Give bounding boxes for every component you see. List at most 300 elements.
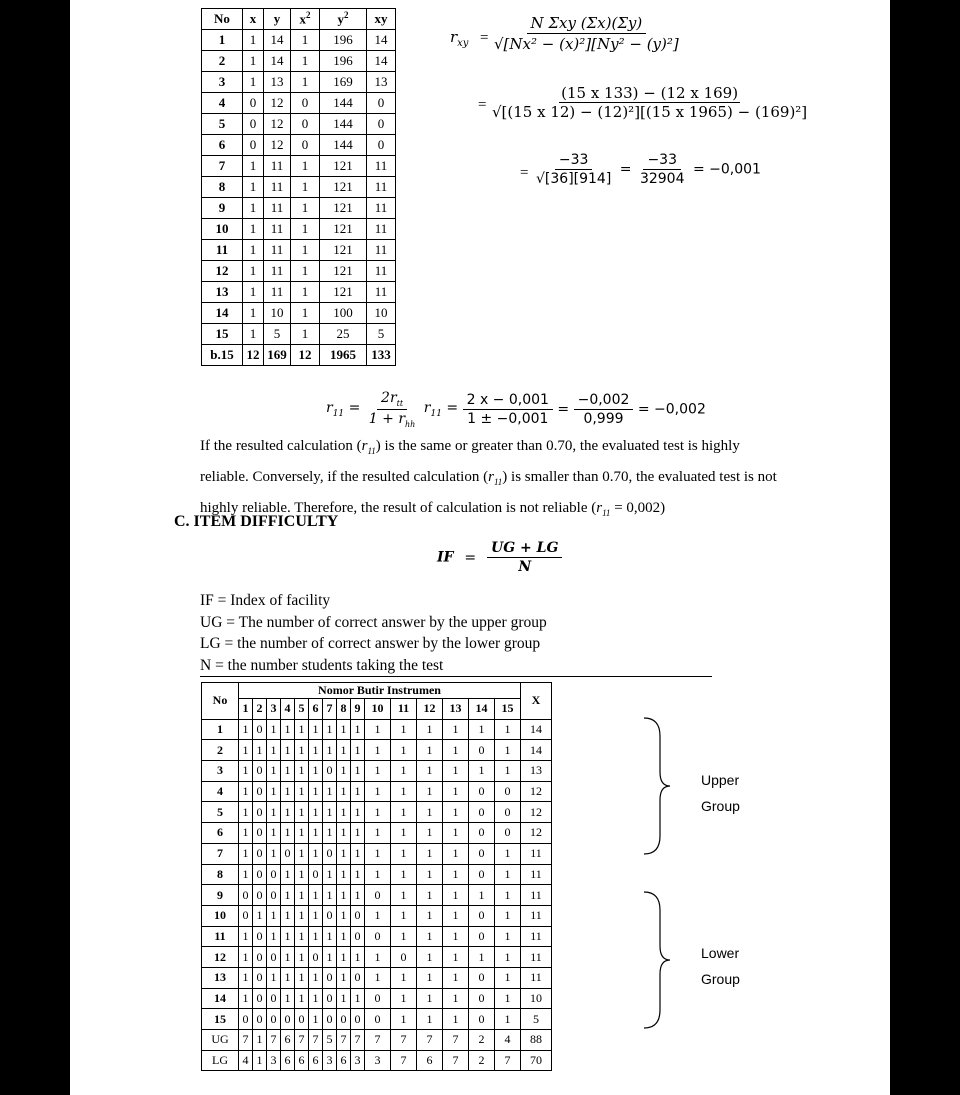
item-score-cell: 1 bbox=[351, 823, 365, 844]
definition-lg: LG = the number of correct answer by the lower group bbox=[200, 635, 541, 652]
item-score-cell: 1 bbox=[337, 761, 351, 782]
item-score-cell: 1 bbox=[323, 719, 337, 740]
table-cell: 1 bbox=[291, 282, 320, 303]
item-score-cell: 1 bbox=[281, 864, 295, 885]
table-row bbox=[202, 823, 552, 844]
lower-group-brace bbox=[642, 890, 672, 1030]
item-score-cell: 0 bbox=[495, 823, 521, 844]
table-cell: 13 bbox=[202, 282, 243, 303]
table-cell: 11 bbox=[264, 177, 291, 198]
item-score-cell: 0 bbox=[495, 802, 521, 823]
item-score-cell: 1 bbox=[239, 823, 253, 844]
table-cell: 11 bbox=[202, 240, 243, 261]
item-score-cell: 1 bbox=[417, 761, 443, 782]
table-cell: 14 bbox=[264, 51, 291, 72]
definition-if: IF = Index of facility bbox=[200, 592, 331, 609]
item-score-cell: 1 bbox=[281, 719, 295, 740]
ug-count-cell: 4 bbox=[495, 1030, 521, 1051]
item-score-cell: 1 bbox=[391, 1009, 417, 1030]
table-cell: 1 bbox=[291, 303, 320, 324]
item-score-cell: 1 bbox=[281, 823, 295, 844]
rxy-step2-denominator: √[(15 x 12) − (12)²][(15 x 1965) − (169)²] bbox=[492, 103, 808, 121]
item-score-cell: 1 bbox=[443, 864, 469, 885]
item-score-cell: 1 bbox=[417, 802, 443, 823]
item-score-cell: 1 bbox=[267, 823, 281, 844]
section-heading: C. ITEM DIFFICULTY bbox=[174, 513, 339, 530]
reliability-table-body bbox=[202, 30, 396, 366]
table-cell: 3 bbox=[202, 72, 243, 93]
item-score-cell: 1 bbox=[337, 781, 351, 802]
row-number: 7 bbox=[202, 843, 239, 864]
table-row bbox=[202, 177, 396, 198]
item-score-cell: 0 bbox=[253, 988, 267, 1009]
table-cell: 121 bbox=[320, 282, 367, 303]
row-total-cell: 14 bbox=[521, 740, 552, 761]
rxy-step3-den2: 32904 bbox=[639, 171, 685, 187]
total-cell: 169 bbox=[264, 345, 291, 366]
item-score-cell: 1 bbox=[351, 864, 365, 885]
item-score-cell: 1 bbox=[469, 947, 495, 968]
item-score-cell: 1 bbox=[391, 905, 417, 926]
item-score-cell: 0 bbox=[337, 1009, 351, 1030]
item-score-cell: 1 bbox=[417, 843, 443, 864]
item-score-cell: 1 bbox=[351, 988, 365, 1009]
item-score-cell: 1 bbox=[337, 740, 351, 761]
upper-group-label: Upper Group bbox=[701, 772, 740, 814]
item-score-cell: 1 bbox=[443, 885, 469, 906]
row-total-cell: 11 bbox=[521, 885, 552, 906]
item-score-cell: 1 bbox=[351, 719, 365, 740]
table-cell: 121 bbox=[320, 177, 367, 198]
row-number: 5 bbox=[202, 802, 239, 823]
table-cell: 1 bbox=[202, 30, 243, 51]
item-score-cell: 1 bbox=[267, 761, 281, 782]
item-score-cell: 0 bbox=[253, 843, 267, 864]
table-cell: 14 bbox=[202, 303, 243, 324]
total-cell: 133 bbox=[367, 345, 396, 366]
table-row bbox=[202, 761, 552, 782]
item-score-cell: 0 bbox=[253, 802, 267, 823]
item-score-cell: 1 bbox=[323, 947, 337, 968]
table-row bbox=[202, 51, 396, 72]
item-score-cell: 1 bbox=[391, 967, 417, 988]
table-cell: 0 bbox=[291, 93, 320, 114]
table-cell: 1 bbox=[243, 198, 264, 219]
lg-count-cell: 3 bbox=[351, 1050, 365, 1071]
item-score-cell: 0 bbox=[267, 1009, 281, 1030]
item-score-cell: 1 bbox=[469, 761, 495, 782]
item-score-cell: 0 bbox=[469, 864, 495, 885]
table-row bbox=[202, 72, 396, 93]
item-score-cell: 1 bbox=[391, 864, 417, 885]
item-score-cell: 0 bbox=[309, 947, 323, 968]
item-score-cell: 1 bbox=[495, 719, 521, 740]
table-cell: 1 bbox=[243, 51, 264, 72]
table-cell: 1 bbox=[291, 51, 320, 72]
item-score-cell: 1 bbox=[337, 802, 351, 823]
document-page: No x y $x^2$ $y^2$ xy 1 1 14 1 196 14 2 1 14 1 196 14 3 1 13 1 169 13 4 0 12 0 144 0 5 0 12 0 144 0 6 0 12 0 144 0 7 1 11 1 121 11 8 1 11 1 121 11 9 1 11 1 121 11 10 1 11 1 121 11 11 1 11 1 121 11 12 1 11 1 121 11 13 1 11 1 121 11 14 1 10 1 100 10 15 1 5 1 25 5 b.15 12 169 12 1965 133 $r_{xy}$ = $\frac{\text{N Σxy (Σx)(Σy)}}{\text{√[Nx² − (x)²][Ny² − (y)²]}}$ = $\frac{(15 x 133) - (12 x 169)}{\text{√[(15 x 12) − (12)²][(15 x 1965) − (169)²]}}$ = $\frac{-33}{√[36][914]}$ = $\frac{-33}{32904}$ = −0,001 $r_{11}$ = $\frac{2r_{tt}}{1 + r_{hh}}$ $r_{11}$ = $\frac{2 x - 0,001}{1 \pm -0,001}$ = $\frac{-0,002}{0,999}$ = −0,002 If the resulted calculation $(r_{11})$ is the same or greater than 0.70, the evaluated test is highly reliable. Conversely, if the resulted calculation $(r_{11})$ is smaller than 0.70, the evaluated test is not highly reliable. Therefore, the result of calculation is not reliable $(r_{11} = 0,002)$ C. ITEM DIFFICULTY IF = $\frac{UG + LG}{N}$ IF = Index of facility UG = The number of correct answer by the upper group LG = the number of correct answer by the lower group N = the number students taking the test No Nomor Butir Instrumen X 1 2 3 4 5 6 7 8 9 10 11 12 13 14 15 1 1 0 1 1 1 1 1 1 1 1 1 1 1 1 1 14 2 1 1 1 1 1 1 1 1 1 1 1 1 1 0 1 14 3 1 0 1 1 1 1 0 1 1 1 1 1 1 1 1 13 4 1 0 1 1 1 1 1 1 1 1 1 1 1 0 0 12 5 1 0 1 1 1 1 1 1 1 1 1 1 1 0 0 12 6 1 0 1 1 1 1 1 1 1 1 1 1 1 0 0 12 7 1 0 1 0 1 1 0 1 1 1 1 1 1 0 1 11 8 1 0 0 1 1 0 1 1 1 1 1 1 1 0 1 11 9 0 0 0 1 1 1 1 1 1 0 1 1 1 1 1 11 10 0 1 1 1 1 1 0 1 0 1 1 1 1 0 1 11 11 1 0 1 1 1 1 1 1 0 0 1 1 1 0 1 11 12 1 0 0 1 1 0 1 1 1 1 0 1 1 1 1 11 13 1 0 1 1 1 1 0 1 0 1 1 1 1 0 1 11 14 1 0 0 1 1 1 0 1 1 0 1 1 1 0 1 10 15 0 0 0 0 0 1 0 0 0 0 1 1 1 0 1 5 UG 7 1 7 6 7 7 5 7 7 7 7 7 7 2 4 88 LG 4 1 3 6 6 6 3 6 3 3 7 6 7 2 7 70 Upper Group Lower Group bbox=[70, 0, 890, 1095]
item-score-cell: 1 bbox=[417, 823, 443, 844]
item-table-x-header: X bbox=[521, 683, 552, 720]
table-cell: 11 bbox=[264, 282, 291, 303]
item-score-cell: 1 bbox=[443, 823, 469, 844]
table-cell: 144 bbox=[320, 93, 367, 114]
item-score-cell: 0 bbox=[469, 905, 495, 926]
table-row bbox=[202, 135, 396, 156]
table-cell: 0 bbox=[243, 93, 264, 114]
item-score-cell: 1 bbox=[239, 781, 253, 802]
item-score-cell: 1 bbox=[309, 967, 323, 988]
item-score-cell: 1 bbox=[365, 781, 391, 802]
table-row bbox=[202, 219, 396, 240]
item-score-cell: 1 bbox=[443, 719, 469, 740]
item-number-header: 10 bbox=[365, 699, 391, 720]
row-total-cell: 12 bbox=[521, 823, 552, 844]
table-cell: 100 bbox=[320, 303, 367, 324]
row-number: 10 bbox=[202, 905, 239, 926]
table-cell: 10 bbox=[367, 303, 396, 324]
item-score-cell: 0 bbox=[253, 967, 267, 988]
item-score-cell: 1 bbox=[495, 843, 521, 864]
item-score-cell: 1 bbox=[495, 761, 521, 782]
row-total-cell: 12 bbox=[521, 802, 552, 823]
item-score-cell: 0 bbox=[469, 781, 495, 802]
item-score-cell: 1 bbox=[443, 988, 469, 1009]
item-score-cell: 1 bbox=[295, 802, 309, 823]
item-score-cell: 1 bbox=[365, 947, 391, 968]
row-total-cell: 10 bbox=[521, 988, 552, 1009]
lg-count-cell: 7 bbox=[495, 1050, 521, 1071]
item-score-cell: 1 bbox=[495, 1009, 521, 1030]
rxy-numerator: N Σxy (Σx)(Σy) bbox=[527, 14, 647, 34]
table-cell: 5 bbox=[367, 324, 396, 345]
row-number: 1 bbox=[202, 719, 239, 740]
table-cell: 25 bbox=[320, 324, 367, 345]
rxy-lhs: $r_{xy}$ bbox=[450, 28, 469, 49]
item-score-cell: 1 bbox=[295, 864, 309, 885]
item-score-cell: 0 bbox=[281, 1009, 295, 1030]
item-score-cell: 1 bbox=[309, 843, 323, 864]
row-number: 6 bbox=[202, 823, 239, 844]
reliability-paragraph: If the resulted calculation $(r_{11})$ is the same or greater than 0.70, the evaluated test is highly reliable. Conversely, if the resulted calculation $(r_{11})$ is smaller than 0.70, the evaluated test is not highly reliable. Therefore, the result of calculation is not reliable $(r_{11} = 0,002)$ bbox=[200, 438, 777, 518]
table-cell: 5 bbox=[264, 324, 291, 345]
item-score-cell: 0 bbox=[469, 843, 495, 864]
total-row bbox=[202, 345, 396, 366]
table-cell: 1 bbox=[243, 282, 264, 303]
item-score-cell: 1 bbox=[391, 988, 417, 1009]
item-score-cell: 1 bbox=[391, 781, 417, 802]
lg-count-cell: 6 bbox=[309, 1050, 323, 1071]
item-score-cell: 1 bbox=[267, 781, 281, 802]
table-cell: 7 bbox=[202, 156, 243, 177]
row-number: 15 bbox=[202, 1009, 239, 1030]
reliability-col-header: x bbox=[243, 9, 264, 30]
item-score-cell: 0 bbox=[267, 988, 281, 1009]
table-cell: 0 bbox=[367, 135, 396, 156]
item-table-body bbox=[202, 719, 552, 1071]
total-cell: 12 bbox=[291, 345, 320, 366]
item-score-cell: 1 bbox=[443, 781, 469, 802]
item-score-cell: 1 bbox=[365, 843, 391, 864]
item-score-cell: 1 bbox=[295, 719, 309, 740]
table-cell: 144 bbox=[320, 135, 367, 156]
item-score-cell: 0 bbox=[365, 1009, 391, 1030]
lg-count-cell: 6 bbox=[337, 1050, 351, 1071]
item-score-cell: 1 bbox=[295, 823, 309, 844]
table-row bbox=[202, 240, 396, 261]
reliability-col-header: $y^2$ bbox=[320, 9, 367, 30]
item-score-cell: 1 bbox=[391, 802, 417, 823]
upper-group-brace bbox=[642, 716, 672, 856]
table-row bbox=[202, 843, 552, 864]
item-score-cell: 1 bbox=[417, 781, 443, 802]
item-score-cell: 0 bbox=[253, 1009, 267, 1030]
table-cell: 1 bbox=[291, 261, 320, 282]
item-number-header: 11 bbox=[391, 699, 417, 720]
table-cell: 12 bbox=[202, 261, 243, 282]
table-cell: 11 bbox=[367, 219, 396, 240]
table-cell: 1 bbox=[243, 261, 264, 282]
item-score-cell: 0 bbox=[253, 926, 267, 947]
table-row bbox=[202, 30, 396, 51]
ug-count-cell: 7 bbox=[365, 1030, 391, 1051]
item-score-cell: 0 bbox=[239, 885, 253, 906]
item-score-cell: 1 bbox=[281, 988, 295, 1009]
item-score-cell: 1 bbox=[281, 926, 295, 947]
ug-count-cell: 7 bbox=[239, 1030, 253, 1051]
lg-count-cell: 4 bbox=[239, 1050, 253, 1071]
item-score-cell: 0 bbox=[323, 967, 337, 988]
item-score-cell: 1 bbox=[443, 967, 469, 988]
item-score-cell: 1 bbox=[239, 740, 253, 761]
item-score-cell: 1 bbox=[281, 885, 295, 906]
item-number-header: 15 bbox=[495, 699, 521, 720]
item-number-header: 5 bbox=[295, 699, 309, 720]
row-number: 2 bbox=[202, 740, 239, 761]
item-score-cell: 1 bbox=[417, 864, 443, 885]
item-score-cell: 1 bbox=[351, 843, 365, 864]
table-row bbox=[202, 947, 552, 968]
item-number-header: 8 bbox=[337, 699, 351, 720]
table-row bbox=[202, 198, 396, 219]
total-cell: 12 bbox=[243, 345, 264, 366]
item-score-cell: 1 bbox=[391, 740, 417, 761]
item-score-cell: 1 bbox=[267, 905, 281, 926]
item-score-cell: 1 bbox=[417, 885, 443, 906]
table-cell: 11 bbox=[367, 177, 396, 198]
definitions-list bbox=[200, 590, 547, 676]
ug-row bbox=[202, 1030, 552, 1051]
item-score-cell: 1 bbox=[253, 740, 267, 761]
item-score-cell: 1 bbox=[365, 823, 391, 844]
item-score-cell: 1 bbox=[443, 843, 469, 864]
item-score-cell: 1 bbox=[365, 864, 391, 885]
reliability-col-header: $x^2$ bbox=[291, 9, 320, 30]
item-score-cell: 1 bbox=[337, 967, 351, 988]
rxy-step3-den1: √[36][914] bbox=[536, 171, 612, 187]
item-score-cell: 0 bbox=[391, 947, 417, 968]
table-cell: 11 bbox=[367, 198, 396, 219]
table-cell: 0 bbox=[367, 114, 396, 135]
table-cell: 1 bbox=[291, 30, 320, 51]
row-number: 9 bbox=[202, 885, 239, 906]
row-total-cell: 5 bbox=[521, 1009, 552, 1030]
row-total-cell: 11 bbox=[521, 947, 552, 968]
table-row bbox=[202, 926, 552, 947]
item-table-group-header: Nomor Butir Instrumen bbox=[239, 683, 521, 699]
item-number-header: 2 bbox=[253, 699, 267, 720]
rxy-step3-num1: −33 bbox=[555, 152, 593, 170]
lg-count-cell: 6 bbox=[281, 1050, 295, 1071]
item-score-cell: 1 bbox=[337, 823, 351, 844]
item-score-cell: 0 bbox=[351, 905, 365, 926]
item-table-no-header: No bbox=[202, 683, 239, 720]
ug-count-cell: 6 bbox=[281, 1030, 295, 1051]
table-cell: 0 bbox=[291, 135, 320, 156]
table-cell: 0 bbox=[243, 135, 264, 156]
table-cell: 12 bbox=[264, 135, 291, 156]
item-score-cell: 1 bbox=[281, 967, 295, 988]
item-score-cell: 0 bbox=[323, 761, 337, 782]
row-total-cell: 12 bbox=[521, 781, 552, 802]
item-score-cell: 0 bbox=[267, 885, 281, 906]
item-score-cell: 1 bbox=[337, 864, 351, 885]
table-cell: 1 bbox=[243, 303, 264, 324]
item-number-header: 13 bbox=[443, 699, 469, 720]
lg-count-cell: 7 bbox=[391, 1050, 417, 1071]
item-score-cell: 1 bbox=[417, 947, 443, 968]
ug-count-cell: 7 bbox=[309, 1030, 323, 1051]
item-score-cell: 0 bbox=[469, 967, 495, 988]
item-score-cell: 0 bbox=[351, 1009, 365, 1030]
table-row bbox=[202, 282, 396, 303]
ug-count-cell: 7 bbox=[337, 1030, 351, 1051]
table-cell: 11 bbox=[264, 240, 291, 261]
table-row bbox=[202, 303, 396, 324]
item-score-cell: 0 bbox=[323, 905, 337, 926]
item-score-cell: 1 bbox=[323, 802, 337, 823]
ug-count-cell: 7 bbox=[417, 1030, 443, 1051]
item-score-cell: 1 bbox=[281, 761, 295, 782]
item-score-cell: 1 bbox=[295, 781, 309, 802]
item-score-cell: 0 bbox=[323, 988, 337, 1009]
item-score-cell: 1 bbox=[323, 864, 337, 885]
item-score-cell: 1 bbox=[281, 905, 295, 926]
rxy-eq: = bbox=[480, 30, 489, 46]
item-number-header: 12 bbox=[417, 699, 443, 720]
item-score-cell: 1 bbox=[495, 905, 521, 926]
item-score-cell: 1 bbox=[323, 740, 337, 761]
item-score-cell: 1 bbox=[267, 802, 281, 823]
definition-ug: UG = The number of correct answer by the upper group bbox=[200, 613, 547, 631]
item-score-cell: 1 bbox=[323, 885, 337, 906]
table-row bbox=[202, 324, 396, 345]
lg-count-cell: 6 bbox=[295, 1050, 309, 1071]
table-row bbox=[202, 1009, 552, 1030]
item-score-cell: 1 bbox=[295, 947, 309, 968]
item-score-cell: 1 bbox=[391, 843, 417, 864]
table-cell: 1 bbox=[291, 198, 320, 219]
item-score-cell: 1 bbox=[417, 988, 443, 1009]
item-score-cell: 1 bbox=[239, 843, 253, 864]
item-score-cell: 0 bbox=[295, 1009, 309, 1030]
lg-count-cell: 3 bbox=[267, 1050, 281, 1071]
item-score-cell: 1 bbox=[309, 905, 323, 926]
item-score-cell: 0 bbox=[253, 719, 267, 740]
item-score-cell: 1 bbox=[495, 988, 521, 1009]
item-score-cell: 1 bbox=[495, 947, 521, 968]
item-score-cell: 0 bbox=[323, 1009, 337, 1030]
table-cell: 8 bbox=[202, 177, 243, 198]
item-score-cell: 0 bbox=[469, 988, 495, 1009]
item-score-cell: 0 bbox=[469, 1009, 495, 1030]
item-number-header: 9 bbox=[351, 699, 365, 720]
item-score-cell: 1 bbox=[469, 719, 495, 740]
item-score-cell: 0 bbox=[253, 761, 267, 782]
table-cell: 1 bbox=[243, 324, 264, 345]
ug-count-cell: 7 bbox=[295, 1030, 309, 1051]
ug-count-cell: 5 bbox=[323, 1030, 337, 1051]
table-cell: 11 bbox=[367, 282, 396, 303]
table-row bbox=[202, 114, 396, 135]
total-cell: 1965 bbox=[320, 345, 367, 366]
table-cell: 1 bbox=[243, 177, 264, 198]
item-score-cell: 1 bbox=[295, 740, 309, 761]
item-score-cell: 1 bbox=[295, 926, 309, 947]
table-cell: 121 bbox=[320, 198, 367, 219]
item-score-cell: 1 bbox=[443, 761, 469, 782]
lg-label: LG bbox=[202, 1050, 239, 1071]
table-row bbox=[202, 93, 396, 114]
lg-count-cell: 7 bbox=[443, 1050, 469, 1071]
item-score-cell: 1 bbox=[365, 802, 391, 823]
item-score-cell: 1 bbox=[239, 967, 253, 988]
item-score-cell: 1 bbox=[239, 947, 253, 968]
lg-count-cell: 3 bbox=[365, 1050, 391, 1071]
item-score-cell: 1 bbox=[295, 905, 309, 926]
table-row bbox=[202, 967, 552, 988]
item-score-cell: 1 bbox=[295, 967, 309, 988]
row-number: 14 bbox=[202, 988, 239, 1009]
item-score-cell: 0 bbox=[239, 905, 253, 926]
item-score-cell: 1 bbox=[443, 740, 469, 761]
table-cell: 11 bbox=[264, 198, 291, 219]
item-score-cell: 0 bbox=[469, 823, 495, 844]
reliability-col-header: No bbox=[202, 9, 243, 30]
row-total-cell: 11 bbox=[521, 843, 552, 864]
item-score-cell: 1 bbox=[281, 781, 295, 802]
table-cell: 2 bbox=[202, 51, 243, 72]
rxy-main-fraction bbox=[490, 14, 683, 53]
item-score-cell: 1 bbox=[337, 843, 351, 864]
table-cell: 1 bbox=[291, 156, 320, 177]
item-score-cell: 1 bbox=[295, 843, 309, 864]
item-score-cell: 1 bbox=[281, 740, 295, 761]
item-score-cell: 1 bbox=[309, 781, 323, 802]
ug-count-cell: 2 bbox=[469, 1030, 495, 1051]
definition-n: N = the number students taking the test bbox=[200, 656, 444, 674]
ug-count-cell: 7 bbox=[267, 1030, 281, 1051]
ug-count-cell: 1 bbox=[253, 1030, 267, 1051]
table-cell: 1 bbox=[291, 324, 320, 345]
item-score-cell: 1 bbox=[351, 947, 365, 968]
table-cell: 169 bbox=[320, 72, 367, 93]
item-score-cell: 1 bbox=[495, 967, 521, 988]
item-number-header: 1 bbox=[239, 699, 253, 720]
item-score-cell: 1 bbox=[337, 885, 351, 906]
table-row bbox=[202, 905, 552, 926]
item-score-cell: 1 bbox=[267, 719, 281, 740]
